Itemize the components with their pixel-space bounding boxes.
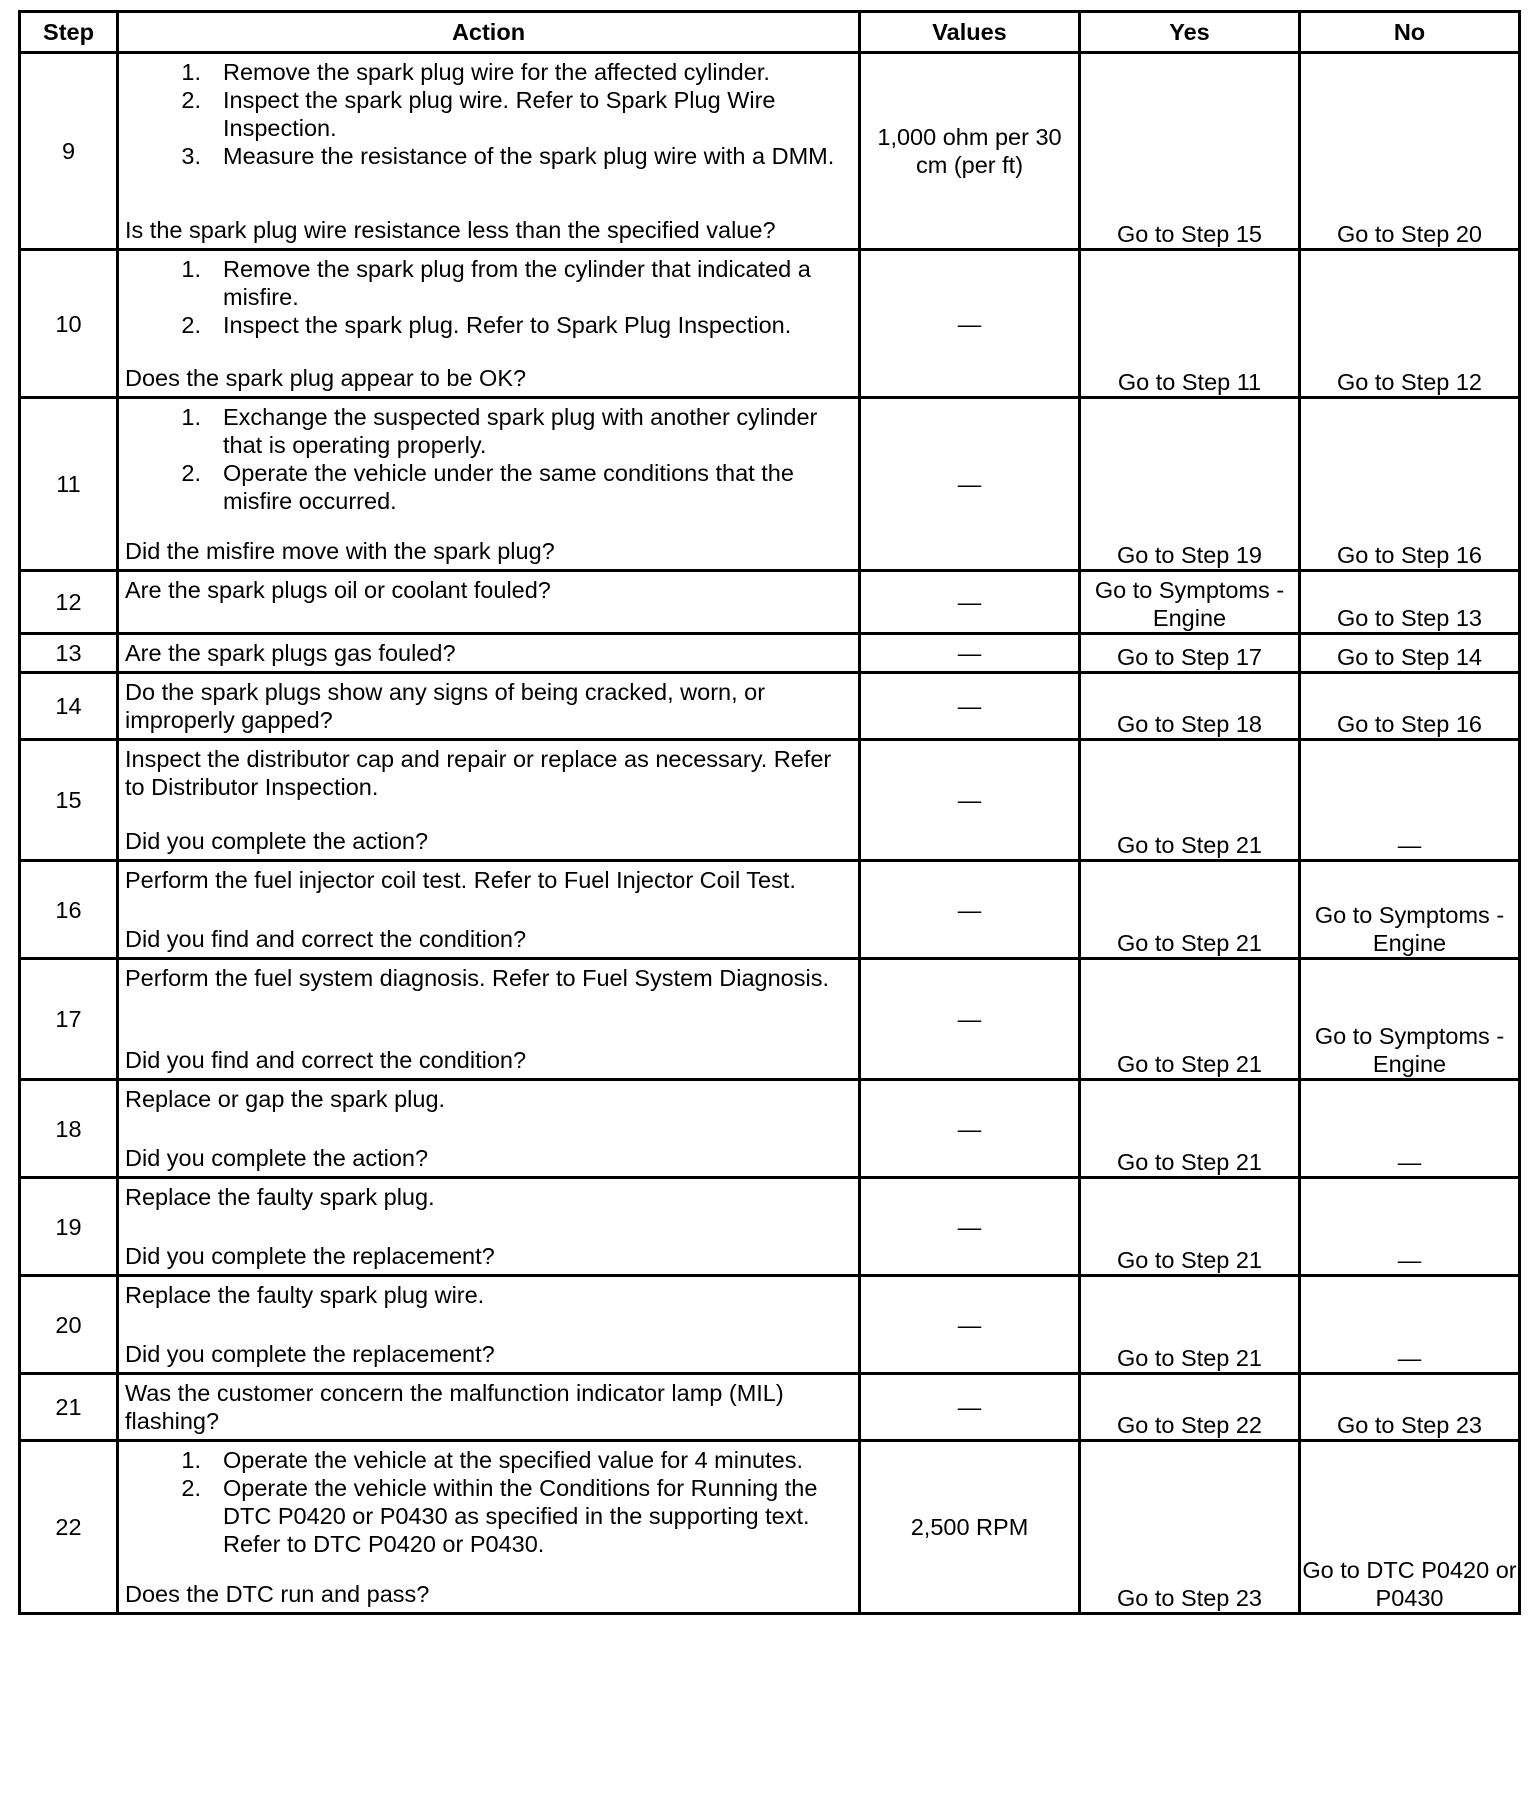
action-step-item bbox=[125, 459, 852, 515]
table-row bbox=[20, 1178, 1520, 1276]
no-result: Go to Step 12 bbox=[1300, 250, 1520, 398]
action-step-text: Inspect the spark plug. Refer to Spark Plug Inspection. bbox=[223, 312, 792, 338]
action-content bbox=[125, 58, 852, 244]
action-top bbox=[125, 1183, 852, 1211]
action-text: Inspect the distributor cap and repair or replace as necessary. Refer to Distributor Inspection. bbox=[125, 746, 832, 800]
action-top bbox=[125, 1446, 852, 1558]
action-text: Are the spark plugs oil or coolant fouled? bbox=[125, 577, 551, 603]
action-content bbox=[125, 1379, 852, 1435]
header-step: Step bbox=[20, 12, 118, 53]
action-step-list bbox=[125, 255, 852, 339]
action-content bbox=[125, 1183, 852, 1270]
action-step-item bbox=[125, 86, 852, 142]
no-result: Go to DTC P0420 or P0430 bbox=[1300, 1441, 1520, 1614]
value-cell: — bbox=[860, 1080, 1080, 1178]
step-number: 19 bbox=[20, 1178, 118, 1276]
yes-result: Go to Step 21 bbox=[1080, 861, 1300, 959]
action-step-item bbox=[125, 255, 852, 311]
action-top bbox=[125, 1281, 852, 1309]
step-number: 21 bbox=[20, 1374, 118, 1441]
action-step-number: 1. bbox=[181, 59, 201, 85]
action-step-number: 2. bbox=[181, 1475, 201, 1501]
action-top bbox=[125, 255, 852, 339]
step-number: 13 bbox=[20, 634, 118, 673]
action-question: Does the DTC run and pass? bbox=[125, 1581, 430, 1607]
yes-result: Go to Step 15 bbox=[1080, 53, 1300, 250]
no-result: Go to Step 16 bbox=[1300, 398, 1520, 571]
value-cell: — bbox=[860, 1276, 1080, 1374]
step-number: 15 bbox=[20, 740, 118, 861]
value-cell: — bbox=[860, 634, 1080, 673]
action-step-item bbox=[125, 58, 852, 86]
action-cell bbox=[118, 634, 860, 673]
table-row bbox=[20, 1374, 1520, 1441]
value-cell: — bbox=[860, 398, 1080, 571]
no-result: Go to Symptoms - Engine bbox=[1300, 959, 1520, 1080]
action-top bbox=[125, 1379, 852, 1435]
action-cell bbox=[118, 1441, 860, 1614]
action-question: Did you complete the action? bbox=[125, 1145, 429, 1171]
no-result: Go to Symptoms - Engine bbox=[1300, 861, 1520, 959]
yes-result: Go to Step 22 bbox=[1080, 1374, 1300, 1441]
value-cell: — bbox=[860, 673, 1080, 740]
value-cell: — bbox=[860, 959, 1080, 1080]
action-top bbox=[125, 678, 852, 734]
action-content bbox=[125, 866, 852, 953]
action-step-list bbox=[125, 403, 852, 515]
table-row bbox=[20, 398, 1520, 571]
action-content bbox=[125, 1085, 852, 1172]
yes-result: Go to Step 21 bbox=[1080, 1276, 1300, 1374]
action-step-list bbox=[125, 58, 852, 170]
action-step-item bbox=[125, 311, 852, 339]
action-content bbox=[125, 1281, 852, 1368]
action-question: Did you complete the replacement? bbox=[125, 1243, 495, 1269]
table-body bbox=[20, 53, 1520, 1614]
action-step-number: 3. bbox=[181, 143, 201, 169]
action-question: Did you find and correct the condition? bbox=[125, 1047, 527, 1073]
step-number: 16 bbox=[20, 861, 118, 959]
value-cell: — bbox=[860, 571, 1080, 634]
action-top bbox=[125, 576, 852, 604]
action-cell bbox=[118, 673, 860, 740]
step-number: 12 bbox=[20, 571, 118, 634]
action-step-item bbox=[125, 1446, 852, 1474]
action-cell bbox=[118, 1276, 860, 1374]
action-step-text: Exchange the suspected spark plug with another cylinder that is operating properly. bbox=[223, 404, 818, 458]
no-result: Go to Step 16 bbox=[1300, 673, 1520, 740]
action-cell bbox=[118, 398, 860, 571]
action-text: Perform the fuel injector coil test. Refer to Fuel Injector Coil Test. bbox=[125, 867, 796, 893]
action-top bbox=[125, 745, 852, 801]
action-question: Did the misfire move with the spark plug? bbox=[125, 538, 555, 564]
action-content bbox=[125, 678, 852, 734]
diagnostic-table bbox=[18, 10, 1521, 1615]
action-cell bbox=[118, 740, 860, 861]
table-row bbox=[20, 1080, 1520, 1178]
action-text: Was the customer concern the malfunction indicator lamp (MIL) flashing? bbox=[125, 1380, 784, 1434]
action-step-text: Operate the vehicle at the specified value for 4 minutes. bbox=[223, 1447, 803, 1473]
yes-result: Go to Step 19 bbox=[1080, 398, 1300, 571]
action-content bbox=[125, 639, 852, 667]
action-step-text: Operate the vehicle within the Conditions for Running the DTC P0420 or P0430 as specified in the supporting text. Refer to DTC P0420 or P0430. bbox=[223, 1475, 818, 1557]
action-text: Replace or gap the spark plug. bbox=[125, 1086, 446, 1112]
action-top bbox=[125, 1085, 852, 1113]
action-step-text: Operate the vehicle under the same conditions that the misfire occurred. bbox=[223, 460, 794, 514]
no-result: Go to Step 13 bbox=[1300, 571, 1520, 634]
yes-result: Go to Step 21 bbox=[1080, 740, 1300, 861]
yes-result: Go to Step 17 bbox=[1080, 634, 1300, 673]
value-cell: 1,000 ohm per 30 cm (per ft) bbox=[860, 53, 1080, 250]
yes-result: Go to Symptoms - Engine bbox=[1080, 571, 1300, 634]
action-step-number: 2. bbox=[181, 460, 201, 486]
action-step-item bbox=[125, 142, 852, 170]
action-content bbox=[125, 576, 852, 628]
value-cell: — bbox=[860, 740, 1080, 861]
step-number: 9 bbox=[20, 53, 118, 250]
action-cell bbox=[118, 1178, 860, 1276]
table-row bbox=[20, 959, 1520, 1080]
table-row bbox=[20, 1276, 1520, 1374]
action-cell bbox=[118, 1080, 860, 1178]
action-step-number: 1. bbox=[181, 1447, 201, 1473]
no-result: — bbox=[1300, 1178, 1520, 1276]
no-result: — bbox=[1300, 1276, 1520, 1374]
step-number: 11 bbox=[20, 398, 118, 571]
action-text: Replace the faulty spark plug wire. bbox=[125, 1282, 485, 1308]
step-number: 17 bbox=[20, 959, 118, 1080]
no-result: Go to Step 14 bbox=[1300, 634, 1520, 673]
value-cell: — bbox=[860, 250, 1080, 398]
action-content bbox=[125, 1446, 852, 1608]
action-question: Did you find and correct the condition? bbox=[125, 926, 527, 952]
action-question: Does the spark plug appear to be OK? bbox=[125, 365, 527, 391]
table-row bbox=[20, 634, 1520, 673]
header-no: No bbox=[1300, 12, 1520, 53]
no-result: Go to Step 23 bbox=[1300, 1374, 1520, 1441]
header-action: Action bbox=[118, 12, 860, 53]
action-text: Replace the faulty spark plug. bbox=[125, 1184, 435, 1210]
table-row bbox=[20, 861, 1520, 959]
yes-result: Go to Step 21 bbox=[1080, 959, 1300, 1080]
step-number: 14 bbox=[20, 673, 118, 740]
action-cell bbox=[118, 53, 860, 250]
header-row bbox=[20, 12, 1520, 53]
no-result: Go to Step 20 bbox=[1300, 53, 1520, 250]
value-cell: — bbox=[860, 1374, 1080, 1441]
action-top bbox=[125, 403, 852, 515]
action-question: Did you complete the action? bbox=[125, 828, 429, 854]
yes-result: Go to Step 11 bbox=[1080, 250, 1300, 398]
value-cell: — bbox=[860, 1178, 1080, 1276]
header-yes: Yes bbox=[1080, 12, 1300, 53]
action-step-text: Measure the resistance of the spark plug wire with a DMM. bbox=[223, 143, 835, 169]
no-result: — bbox=[1300, 1080, 1520, 1178]
action-text: Do the spark plugs show any signs of being cracked, worn, or improperly gapped? bbox=[125, 679, 766, 733]
table-row bbox=[20, 673, 1520, 740]
step-number: 10 bbox=[20, 250, 118, 398]
action-content bbox=[125, 403, 852, 565]
action-step-number: 2. bbox=[181, 87, 201, 113]
action-step-number: 2. bbox=[181, 312, 201, 338]
value-cell: 2,500 RPM bbox=[860, 1441, 1080, 1614]
yes-result: Go to Step 23 bbox=[1080, 1441, 1300, 1614]
action-step-number: 1. bbox=[181, 404, 201, 430]
value-cell: — bbox=[860, 861, 1080, 959]
table-row bbox=[20, 53, 1520, 250]
action-question: Is the spark plug wire resistance less than the specified value? bbox=[125, 217, 776, 243]
action-cell bbox=[118, 1374, 860, 1441]
action-content bbox=[125, 964, 852, 1074]
action-content bbox=[125, 255, 852, 392]
action-content bbox=[125, 745, 852, 855]
yes-result: Go to Step 21 bbox=[1080, 1178, 1300, 1276]
action-step-list bbox=[125, 1446, 852, 1558]
table-row bbox=[20, 1441, 1520, 1614]
action-step-text: Inspect the spark plug wire. Refer to Spark Plug Wire Inspection. bbox=[223, 87, 776, 141]
step-number: 22 bbox=[20, 1441, 118, 1614]
header-values: Values bbox=[860, 12, 1080, 53]
action-cell bbox=[118, 571, 860, 634]
action-cell bbox=[118, 861, 860, 959]
yes-result: Go to Step 18 bbox=[1080, 673, 1300, 740]
table-row bbox=[20, 571, 1520, 634]
action-top bbox=[125, 58, 852, 170]
table-row bbox=[20, 250, 1520, 398]
action-step-item bbox=[125, 1474, 852, 1558]
no-result: — bbox=[1300, 740, 1520, 861]
table-row bbox=[20, 740, 1520, 861]
action-cell bbox=[118, 959, 860, 1080]
step-number: 20 bbox=[20, 1276, 118, 1374]
yes-result: Go to Step 21 bbox=[1080, 1080, 1300, 1178]
action-step-number: 1. bbox=[181, 256, 201, 282]
action-top bbox=[125, 866, 852, 894]
action-text: Are the spark plugs gas fouled? bbox=[125, 640, 456, 666]
action-cell bbox=[118, 250, 860, 398]
action-top bbox=[125, 639, 852, 667]
step-number: 18 bbox=[20, 1080, 118, 1178]
action-step-text: Remove the spark plug wire for the affected cylinder. bbox=[223, 59, 770, 85]
action-top bbox=[125, 964, 852, 992]
action-question: Did you complete the replacement? bbox=[125, 1341, 495, 1367]
action-step-item bbox=[125, 403, 852, 459]
action-text: Perform the fuel system diagnosis. Refer to Fuel System Diagnosis. bbox=[125, 965, 829, 991]
action-step-text: Remove the spark plug from the cylinder that indicated a misfire. bbox=[223, 256, 811, 310]
